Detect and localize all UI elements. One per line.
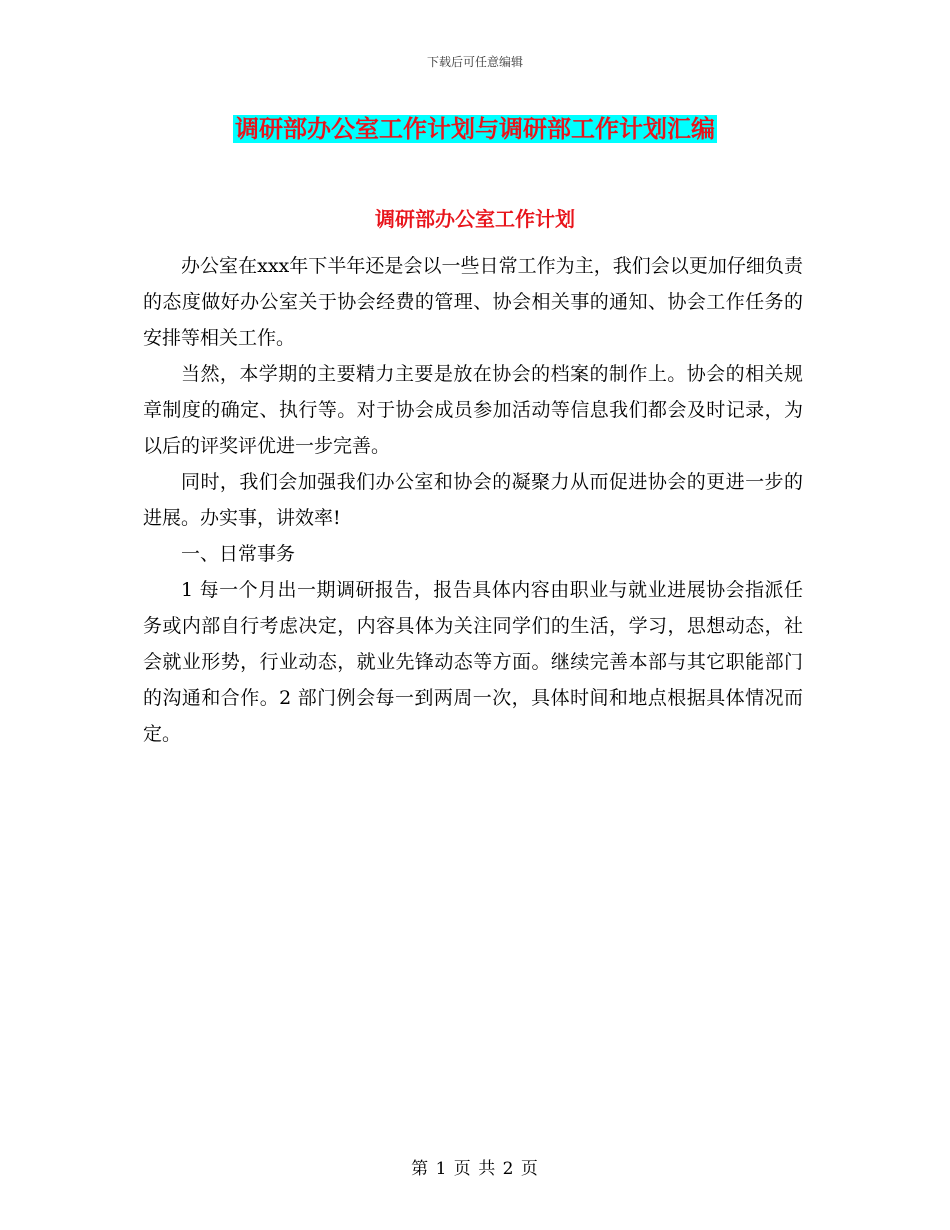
header-note: 下载后可任意编辑 [426, 55, 523, 69]
paragraph: 办公室在xxx年下半年还是会以一些日常工作为主，我们会以更加仔细负责的态度做好办公室关于协会经费的管理、协会相关事的通知、协会工作任务的安排等相关工作。 [143, 255, 803, 349]
section-title: 调研部办公室工作计划 [375, 207, 575, 231]
paragraph: 当然，本学期的主要精力主要是放在协会的档案的制作上。协会的相关规章制度的确定、执行等。对于协会成员参加活动等信息我们都会及时记录，为以后的评奖评优进一步完善。 [143, 363, 803, 457]
document-title-text: 调研部办公室工作计划与调研部工作计划汇编 [235, 115, 715, 143]
page-number: 第 1 页 共 2 页 [411, 1159, 539, 1179]
section-heading: 一、日常事务 [181, 543, 296, 565]
paragraph: 同时，我们会加强我们办公室和协会的凝聚力从而促进协会的更进一步的进展。办实事，讲效率! [143, 471, 803, 529]
paragraph: 1 每一个月出一期调研报告，报告具体内容由职业与就业进展协会指派任务或内部自行考虑决定，内容具体为关注同学们的生活，学习，思想动态，社会就业形势，行业动态，就业先锋动态等方面。继续完善本部与其它职能部门的沟通和合作。2 部门例会每一到两周一次，具体时间和地点根据具体情况而定。 [143, 579, 803, 745]
document-title [0, 112, 950, 146]
document-body [143, 248, 803, 752]
